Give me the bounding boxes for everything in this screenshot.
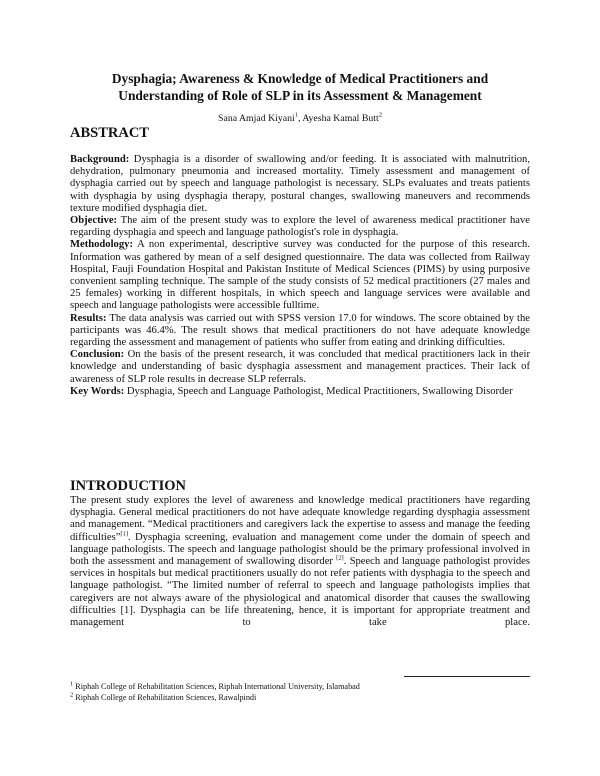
abstract-results: [70, 313, 530, 350]
footnote-mark: 1: [70, 680, 74, 688]
results-label: Results:: [70, 312, 107, 324]
introduction-text: The present study explores the level of awareness and knowledge medical practitioners have regarding dysphagia. General medical practitioners do not have adequate knowledge regarding dysphagia assessment and management. “Medical practitioners and caregivers lack the expertise to assess and manage the feeding difficulties”: [70, 495, 530, 543]
introduction-body: [70, 495, 530, 629]
results-text: The data analysis was carried out with SPSS version 17.0 for windows. The score obtained by the participants was 46.4%. The result shows that medical practitioners do not have adequate knowledge regarding the assessment and management of patients who suffer from eating and drinking difficulties.: [70, 312, 530, 349]
abstract-heading: ABSTRACT: [70, 125, 149, 141]
conclusion-label: Conclusion:: [70, 349, 125, 361]
footnote-text: Riphah College of Rehabilitation Sciences, Rawalpindi: [73, 693, 257, 702]
footnote-divider: [404, 676, 530, 677]
methodology-label: Methodology:: [70, 239, 133, 251]
conclusion-text: On the basis of the present research, it was concluded that medical practitioners lack in their knowledge and understanding of basic dysphagia assessment and management practices. Their lack of awareness of SLP role results in decrease SLP referrals.: [70, 349, 530, 385]
abstract-body: [70, 154, 530, 398]
author-separator: ,: [298, 113, 303, 124]
author-affiliation-mark: 2: [378, 111, 382, 119]
keywords-text: Dysphagia, Speech and Language Pathologist, Medical Practitioners, Swallowing Disorder: [124, 385, 513, 397]
objective-label: Objective:: [70, 215, 118, 227]
introduction-paragraph: [70, 495, 530, 629]
introduction-text: . Speech and language pathologist provides services in hospitals but medical practitioners usually do not refer patients with dysphagia to the speech and language pathologist. “The limited number of referral to speech and language pathologists implies that caregivers are not always aware of the physiological and anatomical disorder that causes the swallowing difficulties [1]. Dysphagia can be life threatening, hence, it is important for appropriate treatment and management to take place.: [70, 556, 530, 629]
abstract-conclusion: [70, 349, 530, 386]
footnotes: [70, 681, 530, 703]
author-affiliation-mark: 1: [294, 111, 298, 119]
introduction-text: . Dysphagia screening, evaluation and management come under the domain of speech and language pathologists. The speech and language pathologist should be the primary professional involved in both the assessment and management of swallowing disorder: [70, 531, 530, 568]
methodology-text: A non experimental, descriptive survey was conducted for the purpose of this research. Information was gathered by mean of a self designed questionnaire. The data was collected from Railway Hospital, Fauji Foundation Hospital and Pakistan Institute of Medical Sciences (PIMS) by using purposive convenient sampling technique. The sample of the study consists of 52 medical practitioners (27 males and 25 females) working in different hospitals, in which speech and language services were available and speech and language pathologists were accessible fulltime.: [70, 239, 530, 312]
footnote-text: Riphah College of Rehabilitation Sciences, Riphah International University, Islamabad: [73, 682, 360, 691]
citation-ref: [2]: [336, 554, 344, 562]
footnote-mark: 2: [70, 691, 74, 699]
abstract-objective: [70, 215, 530, 239]
citation-ref: [1]: [120, 530, 128, 538]
abstract-background: [70, 154, 530, 215]
background-label: Background:: [70, 154, 130, 165]
objective-text: The aim of the present study was to explore the level of awareness medical practitioner have regarding dysphagia and speech and language pathologist's role in dysphagia.: [70, 215, 530, 239]
background-text: Dysphagia is a disorder of swallowing and/or feeding. It is associated with malnutrition, dehydration, pulmonary pneumonia and increased mortality. Timely assessment and management of dysphagia carried out by speech and language pathologist is necessary. SLPs evaluates and treats patients with dysphagia by using dysphagia therapy, postural changes, swallowing maneuvers and recommends texture modified dysphagia diet.: [70, 154, 530, 214]
abstract-methodology: [70, 239, 530, 312]
author-name: Ayesha Kamal Butt: [302, 113, 379, 124]
footnote: [70, 681, 530, 692]
author-name: Sana Amjad Kiyani: [218, 113, 295, 124]
paper-title: Dysphagia; Awareness & Knowledge of Medical Practitioners and Understanding of Role of SLP in its Assessment & Management: [111, 71, 489, 103]
abstract-keywords: [70, 386, 530, 398]
footnote: [70, 692, 530, 703]
keywords-label: Key Words:: [70, 385, 125, 397]
introduction-heading: INTRODUCTION: [70, 478, 187, 494]
